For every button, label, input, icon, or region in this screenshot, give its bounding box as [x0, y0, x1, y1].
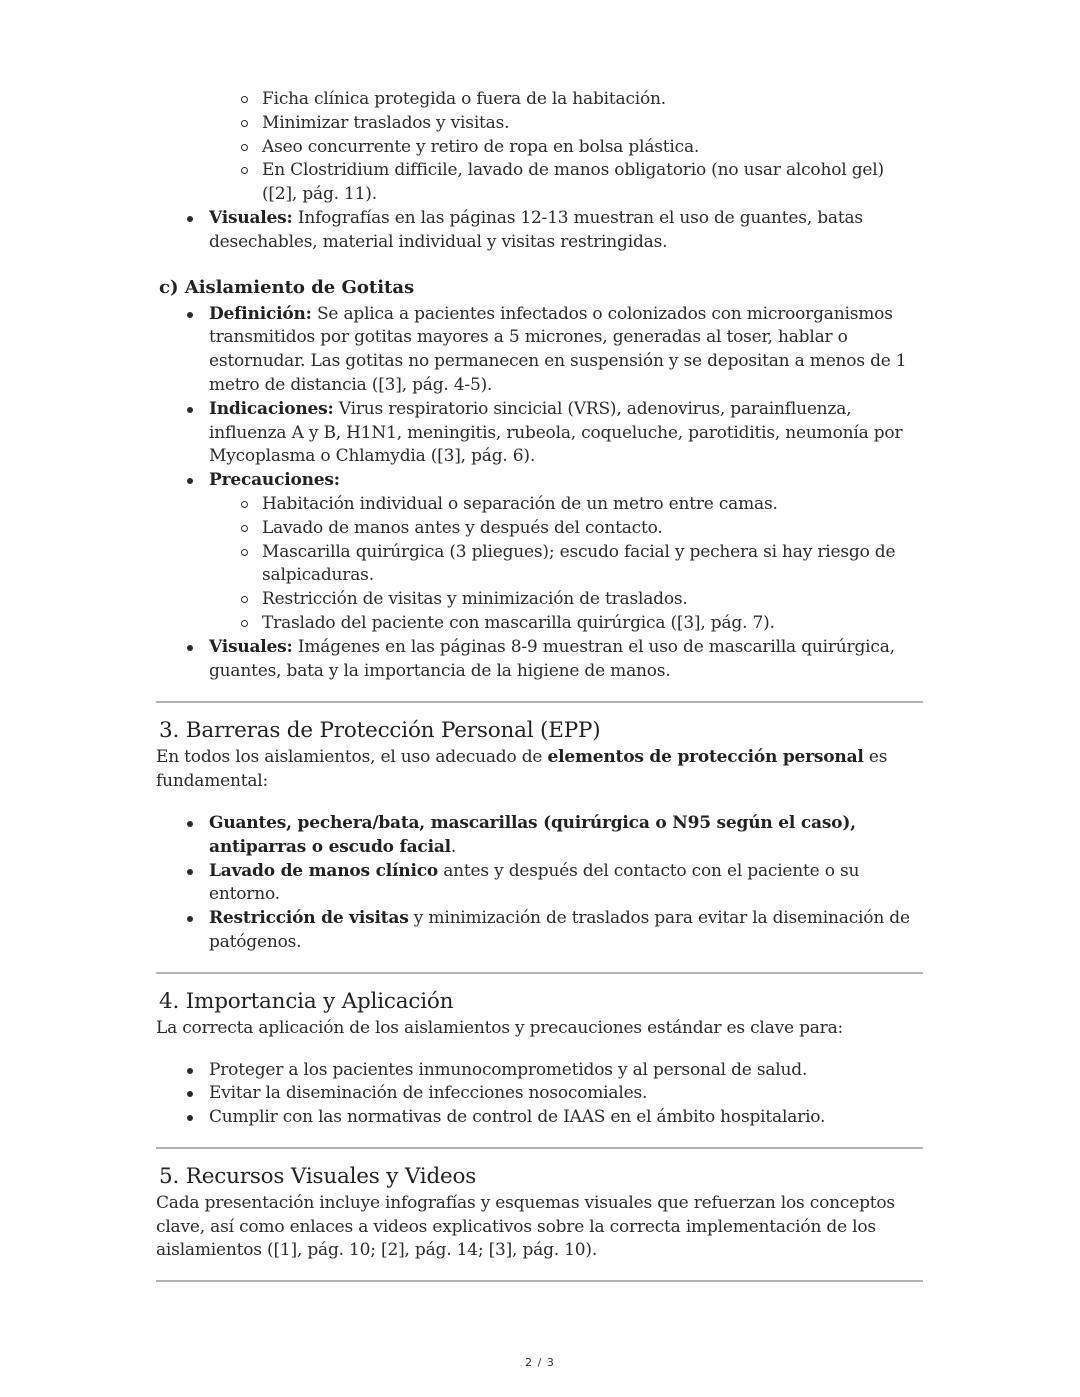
list-item: Proteger a los pacientes inmunocomprometidos y al personal de salud.: [156, 1059, 923, 1083]
page-indicator: 2 / 3: [525, 1356, 555, 1369]
section-title: 5. Recursos Visuales y Videos: [159, 1163, 477, 1189]
section-body: Cada presentación incluye infografías y esquemas visuales que refuerzan los conceptos clave, así como enlaces a videos explicativos sobre la correcta implementación de los aislamientos ([1], pág. 10; [2], pág. 14; [3], pág. 10).: [156, 1192, 895, 1261]
section-intro: La correcta aplicación de los aislamientos y precauciones estándar es clave para:: [156, 1017, 844, 1038]
list-item: Lavado de manos antes y después del contacto.: [209, 517, 923, 541]
list-item: Evitar la diseminación de infecciones nosocomiales.: [156, 1082, 923, 1106]
list-item: Ficha clínica protegida o fuera de la habitación.: [156, 88, 923, 112]
section-title: 4. Importancia y Aplicación: [159, 988, 454, 1014]
list-item: En Clostridium difficile, lavado de manos obligatorio (no usar alcohol gel) ([2], pág. 11).: [156, 159, 923, 207]
subsection-title: c) Aislamiento de Gotitas: [159, 276, 415, 298]
item-text: Se aplica a pacientes infectados o colonizados con microorganismos transmitidos por gotitas mayores a 5 micrones, generadas al toser, hablar o estornudar. Las gotitas no permanecen en suspensión y se depositan a menos de 1 metro de distancia ([3], pág. 4-5).: [209, 303, 907, 395]
list-item: Mascarilla quirúrgica (3 pliegues); escudo facial y pechera si hay riesgo de salpicaduras.: [209, 541, 923, 589]
list-item: Lavado de manos clínico antes y después del contacto con el paciente o su entorno.: [156, 860, 923, 908]
item-label: Definición:: [209, 303, 312, 324]
list-item: [156, 303, 923, 398]
list-item: Habitación individual o separación de un metro entre camas.: [209, 493, 923, 517]
list-item: Cumplir con las normativas de control de IAAS en el ámbito hospitalario.: [156, 1106, 923, 1130]
contact-precautions-sublist: [156, 88, 923, 207]
list-item: Restricción de visitas y minimización de traslados.: [209, 588, 923, 612]
section-intro: En todos los aislamientos, el uso adecuado de elementos de protección personal es fundamental:: [156, 747, 888, 792]
precautions-sublist: [209, 493, 923, 636]
item-label: Visuales:: [209, 207, 293, 228]
list-item: [156, 398, 923, 469]
contact-visuals-list: [156, 207, 923, 255]
list-item: Restricción de visitas y minimización de traslados para evitar la diseminación de patógenos.: [156, 907, 923, 955]
section-divider: [156, 1280, 923, 1282]
list-item: [156, 207, 923, 255]
droplet-isolation-list: [156, 303, 923, 684]
section-title: 3. Barreras de Protección Personal (EPP): [159, 718, 601, 744]
item-text: Virus respiratorio sincicial (VRS), adenovirus, parainfluenza, influenza A y B, H1N1, meningitis, rubeola, coqueluche, parotiditis, neumonía por Mycoplasma o Chlamydia ([3], pág. 6).: [209, 398, 903, 467]
item-label: Indicaciones:: [209, 398, 334, 419]
item-text: Imágenes en las páginas 8-9 muestran el uso de mascarilla quirúrgica, guantes, bata y la importancia de la higiene de manos.: [209, 636, 895, 681]
importance-list: [156, 1059, 923, 1130]
document-page: [156, 88, 923, 1282]
item-label: Precauciones:: [209, 470, 340, 491]
list-item: [156, 469, 923, 636]
list-item: Minimizar traslados y visitas.: [156, 112, 923, 136]
item-label: Visuales:: [209, 636, 293, 657]
item-text: Infografías en las páginas 12-13 muestran el uso de guantes, batas desechables, material individual y visitas restringidas.: [209, 207, 863, 252]
list-item: Traslado del paciente con mascarilla quirúrgica ([3], pág. 7).: [209, 612, 923, 636]
list-item: Aseo concurrente y retiro de ropa en bolsa plástica.: [156, 136, 923, 160]
list-item: [156, 636, 923, 684]
list-item: Guantes, pechera/bata, mascarillas (quirúrgica o N95 según el caso), antiparras o escudo facial.: [156, 812, 923, 860]
ppe-list: [156, 812, 923, 955]
